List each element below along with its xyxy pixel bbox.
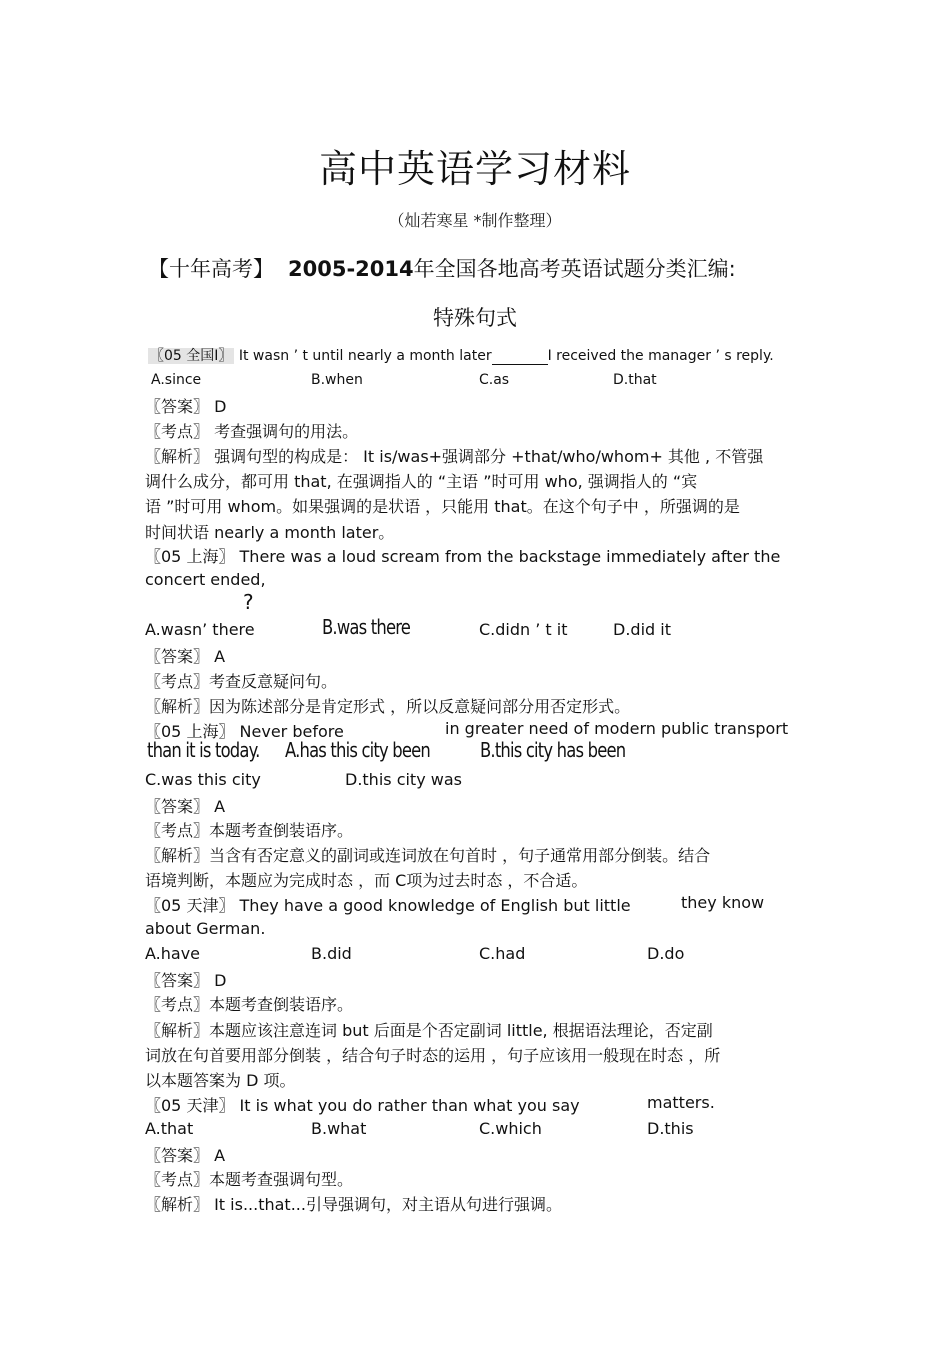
q3-option-d: D.this city was	[345, 770, 462, 789]
q4-stem-b: they know	[681, 893, 765, 912]
q1-answer: 〖答案〗 D	[145, 397, 227, 416]
q1-blank	[492, 348, 548, 365]
q5-stem-b: matters.	[647, 1093, 715, 1112]
q1-option-b: B.when	[311, 372, 363, 388]
q4-stem-a: 〖05 天津〗 They have a good knowledge of English but little	[145, 896, 631, 915]
q1-analysis-line: 语 ”时可用 whom。如果强调的是状语 ，只能用 that。在这个句子中 ，所强调的是	[145, 497, 740, 516]
q1-stem-b: I received the manager ’ s reply.	[547, 348, 774, 364]
q1-option-c: C.as	[479, 372, 510, 388]
q1-stem-a: It wasn ’ t until nearly a month later	[238, 348, 492, 364]
q5-option-c: C.which	[479, 1119, 542, 1138]
q5-option-a: A.that	[145, 1119, 194, 1138]
q5-analysis: 〖解析〗 It is...that...引导强调句，对主语从句进行强调。	[145, 1195, 562, 1214]
q3-analysis-line: 语境判断，本题应为完成时态 ，而 C项为过去时态 ，不合适。	[145, 871, 588, 890]
q4-stem-c: about German.	[145, 919, 266, 938]
q3-stem-b: in greater need of modern public transport	[445, 719, 789, 738]
q3-stem-c: than it is today.	[147, 738, 260, 762]
heading-lead: 【十年高考】	[148, 257, 274, 281]
q5-option-d: D.this	[647, 1119, 694, 1138]
page-title: 高中英语学习材料	[318, 147, 631, 191]
q5-stem-a: 〖05 天津〗 It is what you do rather than what you say	[145, 1096, 580, 1115]
q5-option-b: B.what	[311, 1119, 367, 1138]
q3-analysis-line: 〖解析〗当含有否定意义的副词或连词放在句首时 ，句子通常用部分倒装。结合	[145, 846, 711, 865]
q4-point: 〖考点〗本题考查倒装语序。	[145, 995, 354, 1014]
q3-stem-a: 〖05 上海〗 Never before	[145, 722, 344, 741]
q2-option-b: B.was there	[322, 615, 411, 639]
q2-point: 〖考点〗考查反意疑问句。	[145, 672, 338, 691]
q2-option-c: C.didn ’ t it	[479, 620, 568, 639]
q5-answer: 〖答案〗 A	[145, 1146, 226, 1165]
q4-option-b: B.did	[311, 944, 352, 963]
q4-analysis-line: 以本题答案为 D 项。	[145, 1071, 296, 1090]
heading-rest: 年全国各地高考英语试题分类汇编:	[413, 257, 736, 281]
q1-option-a: A.since	[151, 372, 202, 388]
q1-tag: 〖05 全国Ⅰ〗	[150, 348, 233, 364]
q3-option-a: A.has this city been	[285, 738, 430, 762]
q3-option-c: C.was this city	[145, 770, 261, 789]
q1-stem	[148, 345, 774, 365]
q1-analysis-line: 时间状语 nearly a month later。	[145, 523, 395, 542]
q2-stem-b: concert ended,	[145, 570, 266, 589]
q2-answer: 〖答案〗 A	[145, 647, 226, 666]
page-subtitle: （灿若寒星 *制作整理）	[388, 211, 562, 230]
section-subheading: 特殊句式	[433, 306, 517, 330]
q4-answer: 〖答案〗 D	[145, 971, 227, 990]
q2-stem-a: 〖05 上海〗 There was a loud scream from the backstage immediately after the	[145, 547, 781, 566]
q4-option-c: C.had	[479, 944, 526, 963]
section-heading	[148, 253, 736, 283]
q4-analysis-line: 词放在句首要用部分倒装 ，结合句子时态的运用 ，句子应该用一般现在时态 ，所	[145, 1046, 721, 1065]
q3-answer: 〖答案〗 A	[145, 797, 226, 816]
heading-years: 2005-2014	[288, 257, 414, 281]
q3-option-b: B.this city has been	[480, 738, 626, 762]
q1-analysis-line: 调什么成分，都可用 that, 在强调指人的 “主语 ”时可用 who, 强调指人的 “宾	[145, 472, 698, 491]
q1-point: 〖考点〗 考查强调句的用法。	[145, 422, 359, 441]
q2-option-d: D.did it	[613, 620, 671, 639]
q3-point: 〖考点〗本题考查倒装语序。	[145, 821, 354, 840]
q1-analysis-line: 〖解析〗 强调句型的构成是： It is/was+强调部分 +that/who/whom+ 其他 , 不管强	[145, 447, 764, 466]
q5-point: 〖考点〗本题考查强调句型。	[145, 1170, 354, 1189]
q2-question-mark: ?	[243, 590, 254, 614]
q1-option-d: D.that	[613, 372, 657, 388]
q2-option-a: A.wasn’ there	[145, 620, 255, 639]
q4-analysis-line: 〖解析〗本题应该注意连词 but 后面是个否定副词 little, 根据语法理论，否定副	[145, 1021, 713, 1040]
q4-option-a: A.have	[145, 944, 201, 963]
q4-option-d: D.do	[647, 944, 685, 963]
q2-analysis: 〖解析〗因为陈述部分是肯定形式 ，所以反意疑问部分用否定形式。	[145, 697, 631, 716]
